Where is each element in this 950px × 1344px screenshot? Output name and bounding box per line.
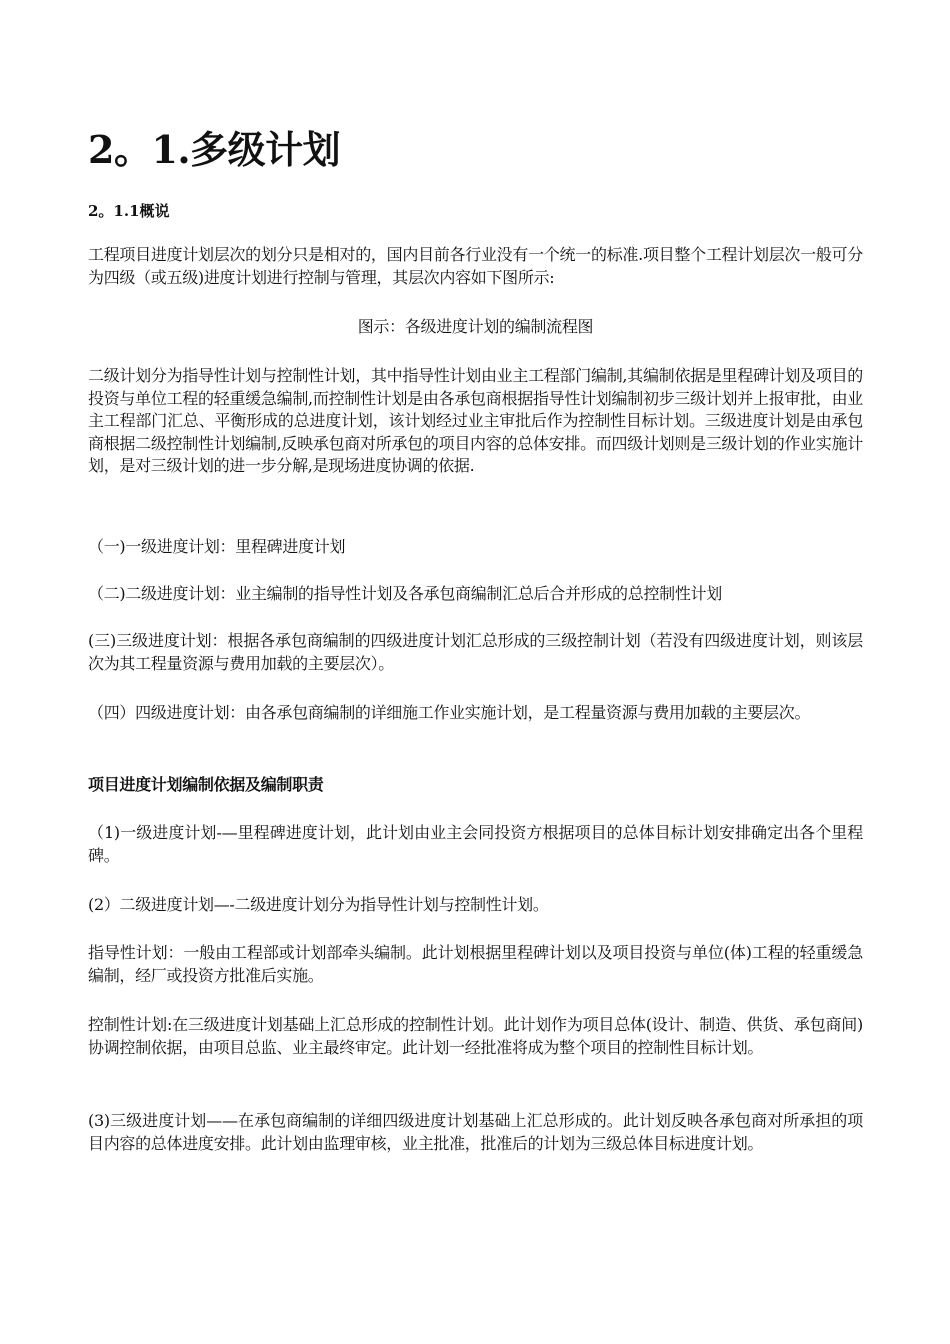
list-item-level1: （一)一级进度计划：里程碑进度计划 xyxy=(88,537,346,556)
section-title-responsibilities: 项目进度计划编制依据及编制职责 xyxy=(88,775,324,794)
section-heading-overview: 2。1.1概说 xyxy=(88,202,170,220)
paragraph-intro: 工程项目进度计划层次的划分只是相对的，国内目前各行业没有一个统一的标准.项目整个工程计划层次一般可分为四级（或五级)进度计划进行控制与管理，其层次内容如下图所示: xyxy=(88,245,863,287)
paragraph-control-plan: 控制性计划:在三级进度计划基础上汇总形成的控制性计划。此计划作为项目总体(设计、制造、供货、承包商间)协调控制依据，由项目总监、业主最终审定。此计划一经批准将成为整个项目的控制性目标计划。 xyxy=(88,1015,863,1057)
paragraph-resp2: (2）二级进度计划—-二级进度计划分为指导性计划与控制性计划。 xyxy=(88,895,549,914)
paragraph-resp1: （1)一级进度计划-—里程碑进度计划，此计划由业主会同投资方根据项目的总体目标计划安排确定出各个里程碑。 xyxy=(88,823,863,865)
figure-caption: 图示：各级进度计划的编制流程图 xyxy=(357,317,594,336)
paragraph-guide-plan: 指导性计划：一般由工程部或计划部牵头编制。此计划根据里程碑计划以及项目投资与单位(体)工程的轻重缓急编制，经厂或投资方批准后实施。 xyxy=(88,943,863,985)
list-item-level3: (三)三级进度计划：根据各承包商编制的四级进度计划汇总形成的三级控制计划（若没有四级进度计划，则该层次为其工程量资源与费用加载的主要层次）。 xyxy=(88,631,863,673)
list-item-level4: （四）四级进度计划：由各承包商编制的详细施工作业实施计划，是工程量资源与费用加载的主要层次。 xyxy=(88,703,811,722)
page-title: 2。1.多级计划 xyxy=(88,127,341,172)
list-item-level2: （二)二级进度计划：业主编制的指导性计划及各承包商编制汇总后合并形成的总控制性计划 xyxy=(88,584,722,603)
paragraph-resp3: (3)三级进度计划——在承包商编制的详细四级进度计划基础上汇总形成的。此计划反映各承包商对所承担的项目内容的总体进度安排。此计划由监理审核，业主批准，批准后的计划为三级总体目标进度计划。 xyxy=(88,1111,863,1153)
paragraph-level2: 二级计划分为指导性计划与控制性计划，其中指导性计划由业主工程部门编制,其编制依据是里程碑计划及项目的投资与单位工程的轻重缓急编制,而控制性计划是由各承包商根据指导性计划编制初步三级计划并上报审批，由业主工程部门汇总、平衡形成的总进度计划，该计划经过业主审批后作为控制性目标计划。三级进度计划是由承包商根据二级控制性计划编制,反映承包商对所承包的项目内容的总体安排。而四级计划则是三级计划的作业实施计划，是对三级计划的进一步分解,是现场进度协调的依据. xyxy=(88,366,863,475)
